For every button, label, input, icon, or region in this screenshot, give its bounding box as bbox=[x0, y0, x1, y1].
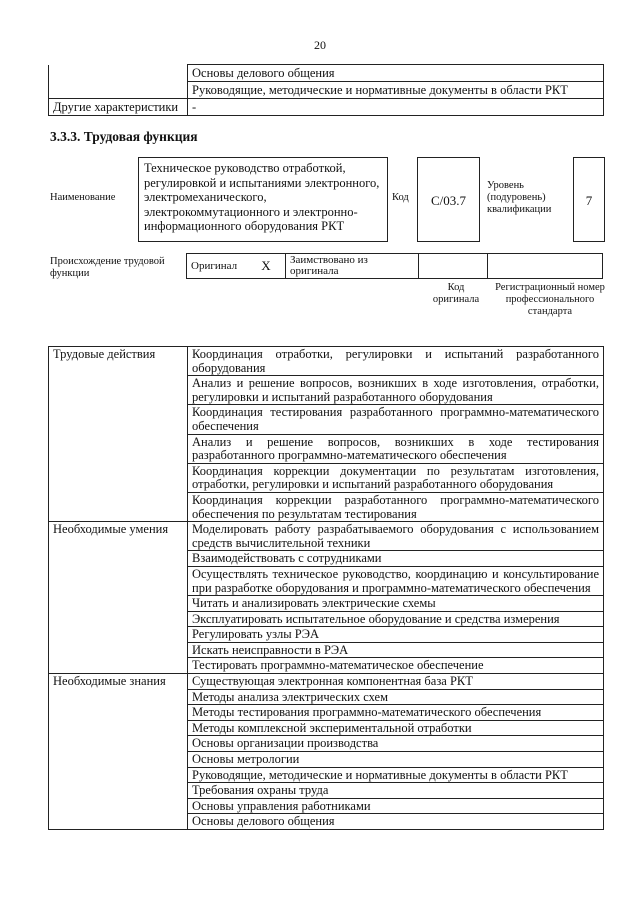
row-value: Руководящие, методические и нормативные документы в области РКТ bbox=[188, 82, 604, 99]
code-label: Код bbox=[392, 192, 409, 203]
knowledge-item: Методы анализа электрических схем bbox=[188, 689, 604, 705]
skills-label: Необходимые умения bbox=[49, 522, 188, 674]
table-row bbox=[49, 65, 604, 82]
row-label bbox=[49, 82, 188, 99]
skill-item: Моделировать работу разрабатываемого оборудования с использованием средств вычислительной техники bbox=[188, 522, 604, 551]
knowledge-item: Основы делового общения bbox=[188, 814, 604, 830]
qualification-level: 7 bbox=[573, 157, 605, 242]
row-value: Основы делового общения bbox=[188, 65, 604, 82]
borrowed-label: Заимствовано из оригинала bbox=[286, 254, 419, 279]
knowledge-item: Основы организации производства bbox=[188, 736, 604, 752]
table-row bbox=[49, 82, 604, 99]
actions-label: Трудовые действия bbox=[49, 347, 188, 522]
skill-item: Читать и анализировать электрические схемы bbox=[188, 596, 604, 612]
reg-number-cell bbox=[488, 254, 603, 279]
action-item: Координация коррекции разработанного программно-математического обеспечения по результатам тестирования bbox=[188, 492, 604, 521]
section-title: 3.3.3. Трудовая функция bbox=[50, 129, 198, 144]
code-original-cell bbox=[419, 254, 488, 279]
knowledge-label: Необходимые знания bbox=[49, 674, 188, 830]
origin-label: Происхождение трудовой функции bbox=[50, 256, 165, 279]
table-row bbox=[49, 99, 604, 116]
skill-item: Осуществлять техническое руководство, координацию и консультирование при разработке оборудования и программно-математического обеспечения bbox=[188, 566, 604, 595]
knowledge-item: Существующая электронная компонентная база РКТ bbox=[188, 674, 604, 690]
action-item: Координация тестирования разработанного программно-математического обеспечения bbox=[188, 405, 604, 434]
row-label: Другие характеристики bbox=[49, 99, 188, 116]
table-row bbox=[49, 522, 604, 551]
labor-function-table bbox=[48, 346, 604, 830]
name-label: Наименование bbox=[50, 192, 116, 203]
skill-item: Эксплуатировать испытательное оборудование и средства измерения bbox=[188, 611, 604, 627]
action-item: Координация отработки, регулировки и испытаний разработанного оборудования bbox=[188, 347, 604, 376]
skill-item: Искать неисправности в РЭА bbox=[188, 642, 604, 658]
page-number: 20 bbox=[314, 38, 326, 52]
original-label: Оригинал bbox=[187, 254, 248, 279]
table-row bbox=[49, 674, 604, 690]
function-name: Техническое руководство отработкой, регулировкой и испытаниями электронного, электромеханического, электрокоммутационного и электронно-информационного оборудования РКТ bbox=[138, 157, 388, 242]
code-original-caption: Код оригинала bbox=[432, 282, 480, 305]
row-label bbox=[49, 65, 188, 82]
original-mark: X bbox=[247, 254, 286, 279]
knowledge-item: Руководящие, методические и нормативные документы в области РКТ bbox=[188, 767, 604, 783]
knowledge-item: Методы тестирования программно-математического обеспечения bbox=[188, 705, 604, 721]
knowledge-item: Основы метрологии bbox=[188, 752, 604, 768]
level-label: Уровень (подуровень) квалификации bbox=[487, 180, 552, 215]
knowledge-item: Основы управления работниками bbox=[188, 798, 604, 814]
table-row bbox=[187, 254, 603, 279]
knowledge-item: Требования охраны труда bbox=[188, 783, 604, 799]
action-item: Анализ и решение вопросов, возникших в ходе изготовления, отработки, регулировки и испытаний разработанного оборудования bbox=[188, 376, 604, 405]
previous-section-table bbox=[48, 64, 604, 116]
action-item: Анализ и решение вопросов, возникших в ходе тестирования разработанного программно-математического обеспечения bbox=[188, 434, 604, 463]
skill-item: Взаимодействовать с сотрудниками bbox=[188, 551, 604, 567]
row-value: - bbox=[188, 99, 604, 116]
skill-item: Регулировать узлы РЭА bbox=[188, 627, 604, 643]
function-code: С/03.7 bbox=[417, 157, 480, 242]
table-row bbox=[49, 347, 604, 376]
knowledge-item: Методы комплексной экспериментальной отработки bbox=[188, 720, 604, 736]
action-item: Координация коррекции документации по результатам изготовления, отработки, регулировки и испытаний разработанного оборудования bbox=[188, 463, 604, 492]
reg-number-caption: Регистрационный номер профессионального стандарта bbox=[495, 282, 605, 317]
origin-table bbox=[186, 253, 603, 279]
skill-item: Тестировать программно-математическое обеспечение bbox=[188, 658, 604, 674]
